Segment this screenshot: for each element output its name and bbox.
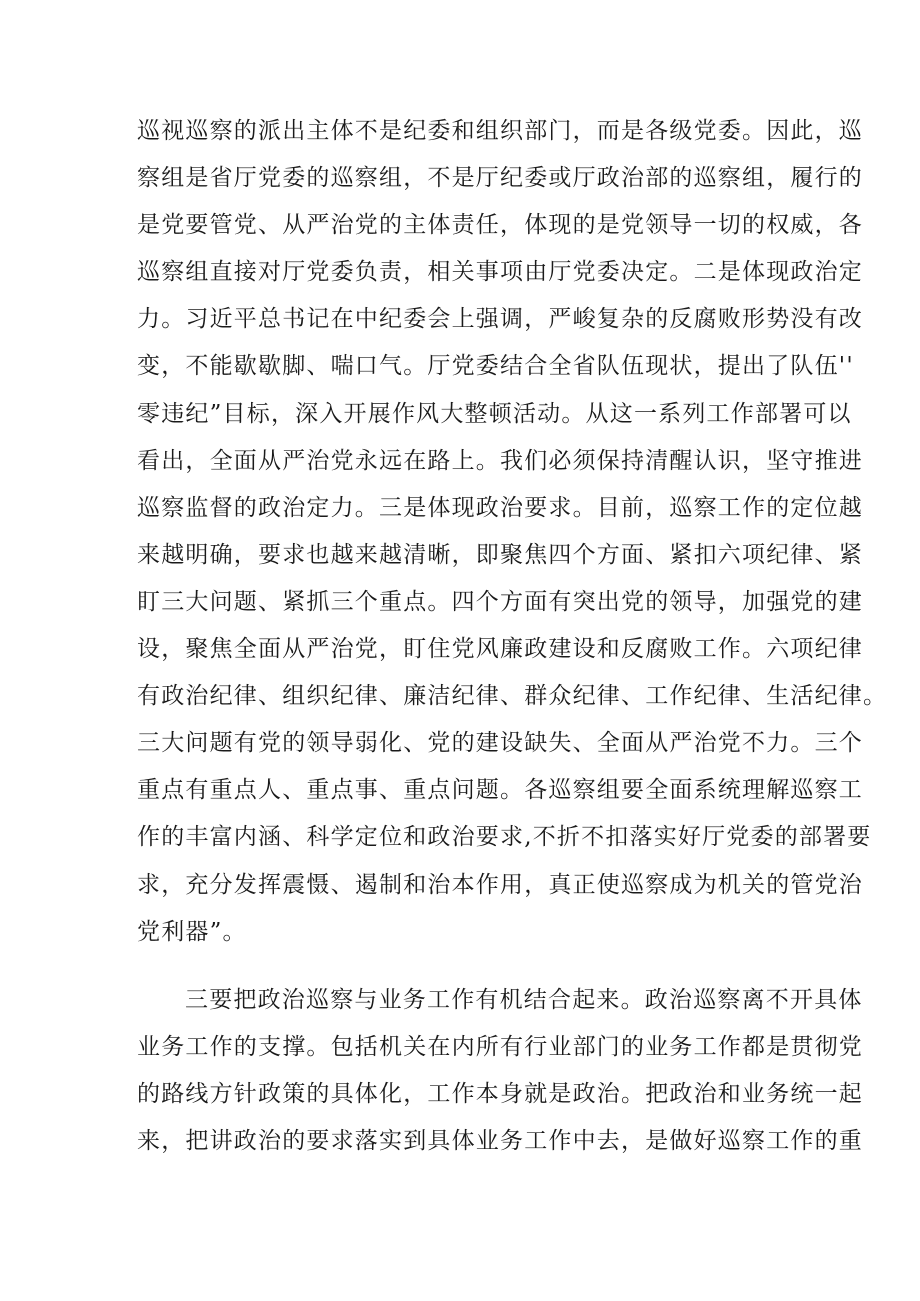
text-line: 是党要管党、从严治党的主体责任，体现的是党领导一切的权威，各 — [137, 212, 863, 239]
text-line: 作的丰富内涵、科学定位和政治要求,不折不扣落实好厅党委的部署要 — [137, 824, 872, 851]
text-line: 巡察组直接对厅党委负责，相关事项由厅党委决定。二是体现政治定 — [137, 259, 863, 286]
text-line: 零违纪”目标，深入开展作风大整顿活动。从这一系列工作部署可以 — [137, 400, 852, 427]
text-line: 业务工作的支撑。包括机关在内所有行业部门的业务工作都是贯彻党 — [137, 1034, 863, 1061]
text-line: 设，聚焦全面从严治党，盯住党风廉政建设和反腐败工作。六项纪律 — [137, 636, 863, 663]
paragraph-2 — [137, 977, 863, 1165]
paragraph-1 — [137, 108, 888, 956]
text-line: 变，不能歇歇脚、喘口气。厅党委结合全省队伍现状，提出了队伍'' — [137, 353, 854, 380]
text-line: 党利器”。 — [137, 918, 247, 945]
text-line: 察组是省厅党委的巡察组，不是厅纪委或厅政治部的巡察组，履行的 — [137, 165, 863, 192]
text-line: 来，把讲政治的要求落实到具体业务工作中去，是做好巡察工作的重 — [137, 1128, 863, 1155]
text-line: 巡察监督的政治定力。三是体现政治要求。目前，巡察工作的定位越 — [137, 494, 863, 521]
text-line: 来越明确，要求也越来越清晰，即聚焦四个方面、紧扣六项纪律、紧 — [137, 541, 863, 568]
text-line: 重点有重点人、重点事、重点问题。各巡察组要全面系统理解巡察工 — [137, 777, 863, 804]
text-line: 求，充分发挥震慑、遏制和治本作用，真正使巡察成为机关的管党治 — [137, 871, 863, 898]
text-line: 的路线方针政策的具体化，工作本身就是政治。把政治和业务统一起 — [137, 1081, 863, 1108]
text-line: 有政治纪律、组织纪律、廉洁纪律、群众纪律、工作纪律、生活纪律。 — [137, 683, 888, 710]
text-line: 力。习近平总书记在中纪委会上强调，严峻复杂的反腐败形势没有改 — [137, 306, 863, 333]
text-line: 三要把政治巡察与业务工作有机结合起来。政治巡察离不开具体 — [185, 987, 863, 1013]
text-line: 巡视巡察的派出主体不是纪委和组织部门，而是各级党委。因此，巡 — [137, 118, 863, 144]
text-line: 看出，全面从严治党永远在路上。我们必须保持清醒认识，坚守推进 — [137, 447, 863, 474]
text-line: 盯三大问题、紧抓三个重点。四个方面有突出党的领导，加强党的建 — [137, 588, 863, 615]
text-line: 三大问题有党的领导弱化、党的建设缺失、全面从严治党不力。三个 — [137, 730, 863, 757]
